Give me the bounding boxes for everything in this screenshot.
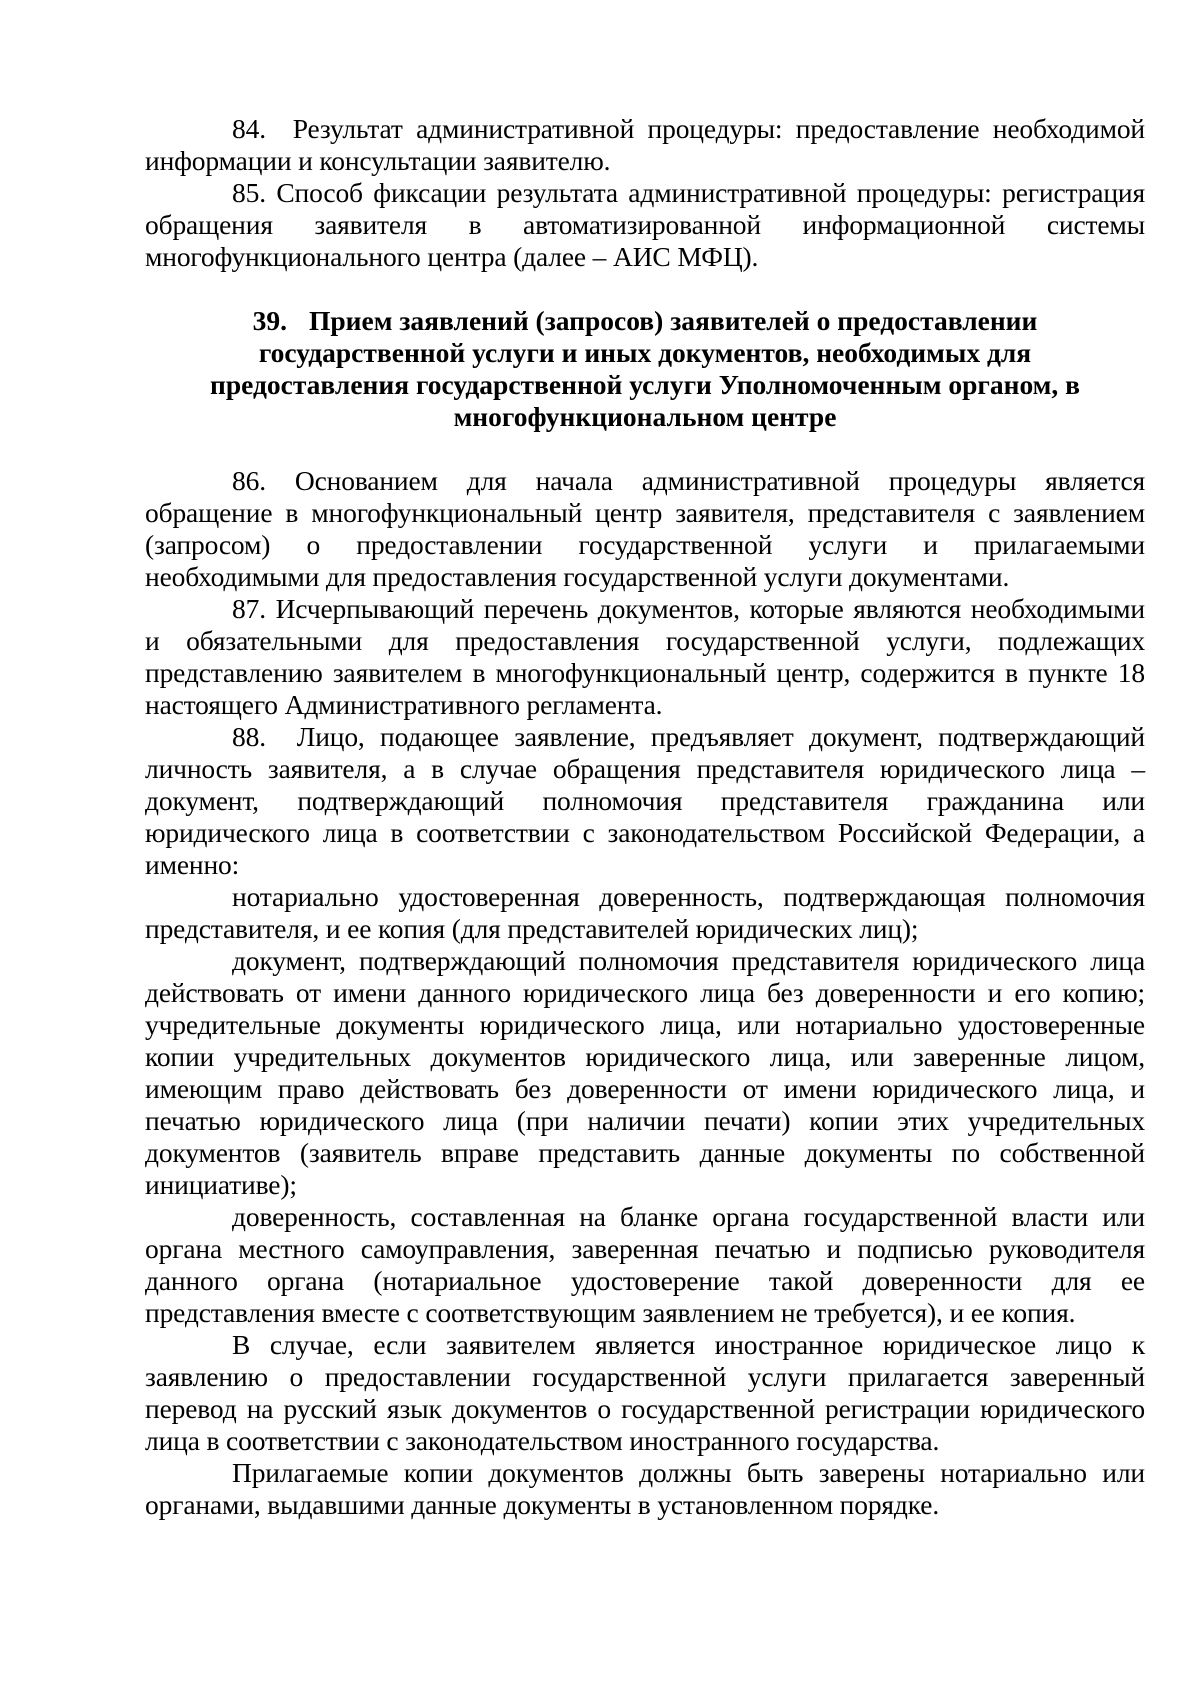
paragraph-state-body-power-of-attorney: доверенность, составленная на бланке органа государственной власти или органа местного самоуправления, заверенная печатью и подписью руководителя данного органа (нотариальное удостоверение такой доверенности для ее представления вместе с соответствующим заявлением не требуется), и ее копия. <box>145 1201 1145 1328</box>
paragraph-87: 87. Исчерпывающий перечень документов, которые являются необходимыми и обязательными для предоставления государственной услуги, подлежащих представлению заявителем в многофункциональный центр, содержится в пункте 18 настоящего Административного регламента. <box>145 593 1145 720</box>
paragraph-attached-copies: Прилагаемые копии документов должны быть заверены нотариально или органами, выдавшими данные документы в установленном порядке. <box>145 1457 1145 1520</box>
document-body <box>145 113 1145 1521</box>
paragraph-foreign-legal-entity: В случае, если заявителем является иностранное юридическое лицо к заявлению о предоставлении государственной услуги прилагается заверенный перевод на русский язык документов о государственной регистрации юридического лица в соответствии с законодательством иностранного государства. <box>145 1329 1145 1456</box>
section-title: Прием заявлений (запросов) заявителей о предоставлении государственной услуги и иных документов, необходимых для предоставления государственной услуги Уполномоченным органом, в многофункциональном центре <box>209 305 1081 432</box>
section-number: 39. <box>252 305 287 336</box>
paragraph-88: 88. Лицо, подающее заявление, предъявляет документ, подтверждающий личность заявителя, а в случае обращения представителя юридического лица – документ, подтверждающий полномочия представителя гражданина или юридического лица в соответствии с законодательством Российской Федерации, а именно: <box>145 721 1145 880</box>
paragraph-85: 85. Способ фиксации результата административной процедуры: регистрация обращения заявителя в автоматизированной информационной системы многофункционального центра (далее – АИС МФЦ). <box>145 177 1145 272</box>
paragraph-authority-document: документ, подтверждающий полномочия представителя юридического лица действовать от имени данного юридического лица без доверенности и его копию; учредительные документы юридического лица, или нотариально удостоверенные копии учредительных документов юридического лица, или заверенные лицом, имеющим право действовать без доверенности от имени юридического лица, и печатью юридического лица (при наличии печати) копии этих учредительных документов (заявитель вправе представить данные документы по собственной инициативе); <box>145 945 1145 1200</box>
section-heading-39 <box>145 305 1145 433</box>
paragraph-86: 86. Основанием для начала административной процедуры является обращение в многофункциональный центр заявителя, представителя с заявлением (запросом) о предоставлении государственной услуги и прилагаемыми необходимыми для предоставления государственной услуги документами. <box>145 465 1145 592</box>
paragraph-84: 84. Результат административной процедуры: предоставление необходимой информации и консультации заявителю. <box>145 113 1145 176</box>
paragraph-notarial-power-of-attorney: нотариально удостоверенная доверенность, подтверждающая полномочия представителя, и ее копия (для представителей юридических лиц); <box>145 881 1145 944</box>
